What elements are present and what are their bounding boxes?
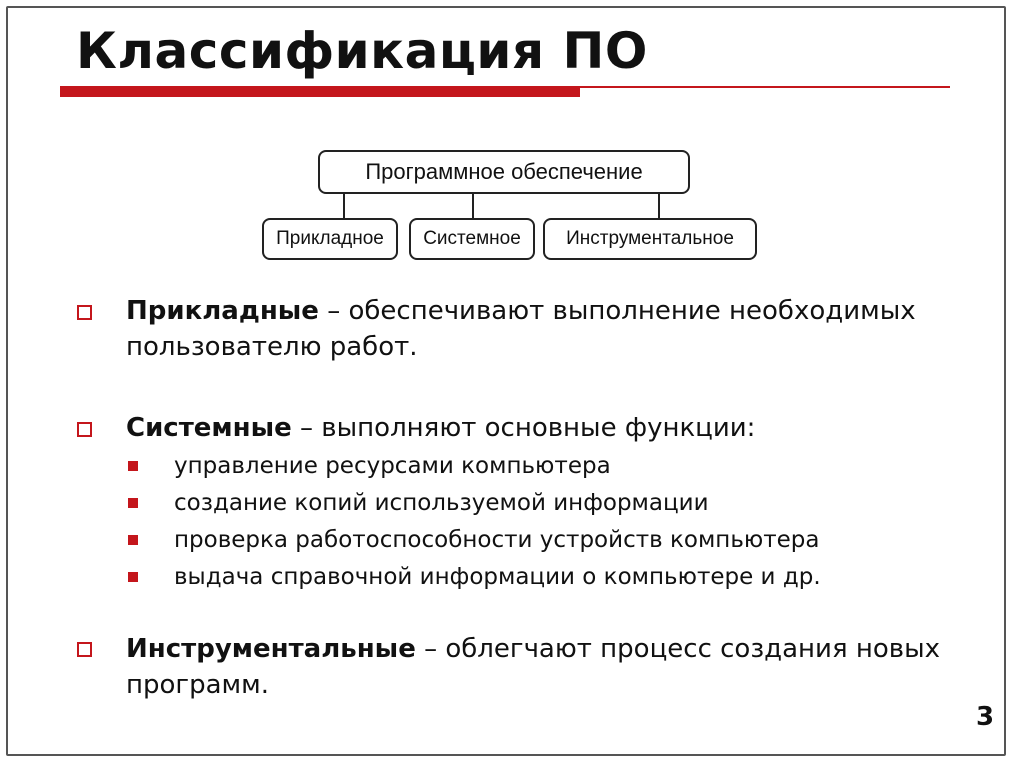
- system-function-item: создание копий используемой информации: [174, 490, 709, 516]
- bullet-red-square-icon: [128, 461, 138, 471]
- system-function-item: выдача справочной информации о компьютере и др.: [174, 564, 821, 590]
- item-term: Системные: [126, 413, 292, 443]
- bullet-square-icon: [77, 422, 92, 437]
- classification-diagram: [0, 0, 1024, 280]
- item-description: – выполняют основные функции:: [291, 413, 756, 443]
- connector-right-down: [658, 194, 660, 218]
- diagram-box-system: Системное: [409, 218, 535, 260]
- item-term: Инструментальные: [126, 634, 416, 664]
- bullet-square-icon: [77, 642, 92, 657]
- slide-title: Классификация ПО: [76, 22, 648, 80]
- item-description: – облегчают процесс создания новых программ.: [126, 634, 941, 700]
- diagram-box-applied: Прикладное: [262, 218, 398, 260]
- item-instrumental: [126, 631, 946, 703]
- bullet-red-square-icon: [128, 498, 138, 508]
- diagram-box-instrumental: Инструментальное: [543, 218, 757, 260]
- bullet-square-icon: [77, 305, 92, 320]
- item-system: [126, 410, 946, 446]
- connector-middle-down: [472, 194, 474, 218]
- item-description: – обеспечивают выполнение необходимых пользователю работ.: [126, 296, 916, 362]
- connector-root-down: [343, 194, 345, 218]
- item-term: Прикладные: [126, 296, 319, 326]
- item-applied: [126, 293, 946, 365]
- system-function-item: проверка работоспособности устройств компьютера: [174, 527, 820, 553]
- page-number: 3: [976, 702, 995, 732]
- bullet-red-square-icon: [128, 535, 138, 545]
- diagram-root-box: Программное обеспечение: [318, 150, 690, 194]
- bullet-red-square-icon: [128, 572, 138, 582]
- system-function-item: управление ресурсами компьютера: [174, 453, 611, 479]
